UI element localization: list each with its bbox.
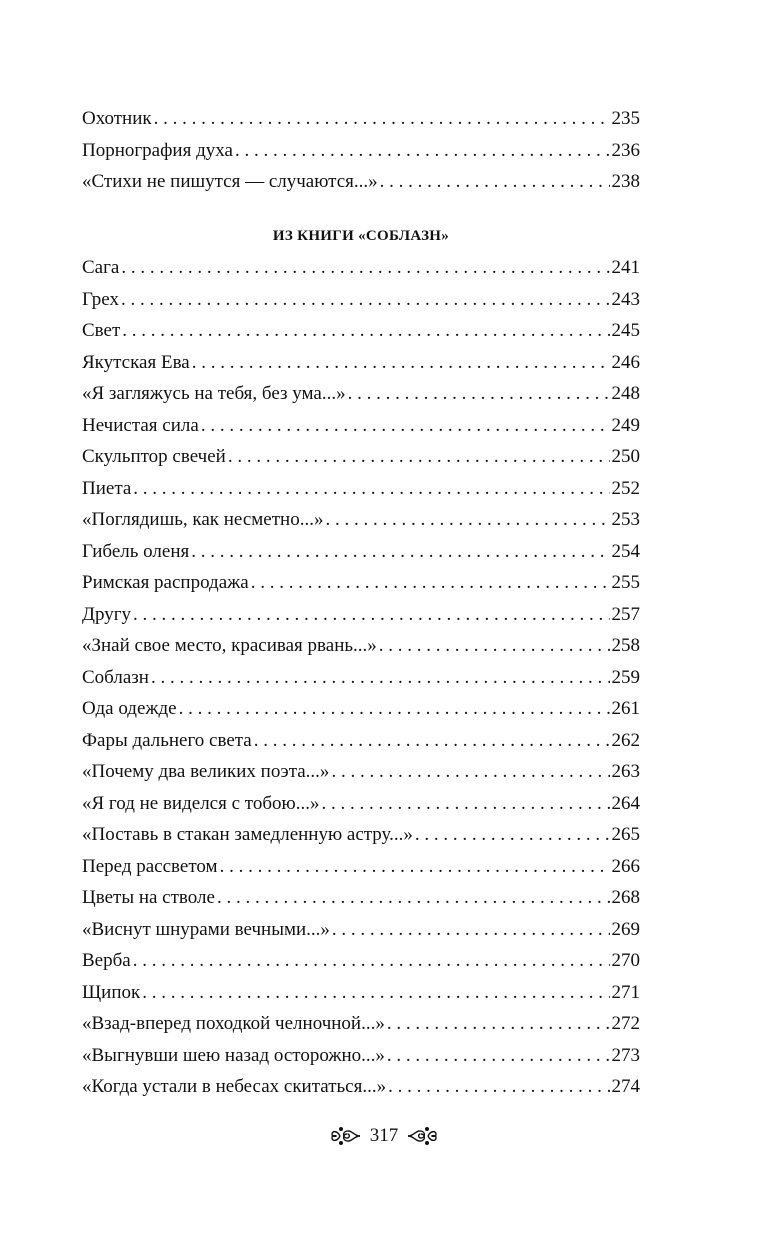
toc-entry-page: 274	[611, 1076, 640, 1097]
dot-leader	[122, 315, 609, 347]
toc-entry-page: 253	[611, 509, 640, 530]
toc-entry	[82, 410, 640, 442]
dot-leader	[235, 135, 610, 167]
toc-entry-title: Гибель оленя	[82, 540, 190, 562]
toc-entry	[82, 567, 640, 599]
toc-entry	[82, 914, 640, 946]
toc-entry-page: 236	[611, 139, 640, 161]
toc-entry-page: 255	[611, 572, 640, 593]
toc-entry	[82, 630, 640, 662]
toc-entry-page: 269	[611, 918, 640, 940]
toc-entry-title: Верба	[82, 950, 131, 971]
toc-entry	[82, 103, 640, 135]
toc-entry-title: Фары дальнего света	[82, 729, 252, 751]
toc-entry	[82, 536, 640, 568]
toc-entry-title: Пиета	[82, 477, 132, 499]
toc-entry-page: 254	[611, 540, 640, 562]
dot-leader	[217, 882, 610, 914]
toc-entry-page: 241	[611, 257, 640, 278]
toc-entry	[82, 315, 640, 347]
dot-leader	[133, 945, 610, 977]
toc-entry-page: 261	[611, 698, 640, 719]
toc-entry-title: «Поглядишь, как несметно...»	[82, 509, 324, 530]
toc-entry	[82, 441, 640, 473]
toc-entry	[82, 977, 640, 1009]
toc-entry	[82, 756, 640, 788]
toc-entry-title: «Взад-вперед походкой челночной...»	[82, 1013, 385, 1034]
toc-entry-title: «Виснут шнурами вечными...»	[82, 918, 330, 940]
toc-section-block	[82, 252, 640, 1103]
dot-leader	[379, 630, 610, 662]
toc-entry	[82, 284, 640, 316]
dot-leader	[192, 347, 610, 379]
toc-entry-page: 262	[611, 729, 640, 751]
dot-leader	[154, 103, 610, 135]
toc-entry-page: 265	[611, 824, 640, 845]
toc-entry	[82, 347, 640, 379]
toc-entry	[82, 693, 640, 725]
toc-entry-title: Сага	[82, 257, 120, 278]
toc-entry-page: 246	[611, 351, 640, 373]
toc-entry-title: «Почему два великих поэта...»	[82, 761, 330, 782]
toc-entry-title: Ода одежде	[82, 698, 177, 719]
dot-leader	[325, 504, 609, 536]
toc-entry-title: «Я загляжусь на тебя, без ума...»	[82, 383, 346, 404]
toc-entry	[82, 882, 640, 914]
toc-entry-title: Перед рассветом	[82, 855, 218, 877]
dot-leader	[220, 851, 610, 883]
toc-entry-page: 258	[611, 635, 640, 656]
dot-leader	[142, 977, 609, 1009]
dot-leader	[179, 693, 610, 725]
toc-entry	[82, 473, 640, 505]
toc-entry-title: Соблазн	[82, 666, 149, 688]
toc-entry	[82, 662, 640, 694]
left-scroll-ornament-icon	[328, 1125, 362, 1147]
dot-leader	[191, 536, 609, 568]
toc-entry	[82, 945, 640, 977]
toc-entry	[82, 851, 640, 883]
dot-leader	[133, 599, 609, 631]
toc-top-block	[82, 103, 640, 198]
page-footer	[0, 1124, 768, 1148]
toc-entry	[82, 725, 640, 757]
dot-leader	[380, 166, 610, 198]
toc-entry-title: Скульптор свечей	[82, 446, 226, 467]
dot-leader	[331, 756, 609, 788]
toc-entry-page: 259	[611, 666, 640, 688]
toc-entry	[82, 788, 640, 820]
toc-entry-title: Нечистая сила	[82, 414, 199, 436]
toc-entry-page: 270	[611, 950, 640, 971]
toc-entry	[82, 166, 640, 198]
toc-entry-page: 264	[611, 792, 640, 814]
toc-entry-page: 266	[611, 855, 640, 877]
section-heading: ИЗ КНИГИ «СОБЛАЗН»	[272, 228, 450, 244]
dot-leader	[387, 1008, 610, 1040]
toc-entry-page: 273	[611, 1044, 640, 1066]
dot-leader	[133, 473, 609, 505]
dot-leader	[201, 410, 610, 442]
toc-entry-title: Охотник	[82, 108, 152, 129]
toc-entry-title: Цветы на стволе	[82, 887, 215, 908]
toc-entry-page: 245	[611, 320, 640, 341]
toc-entry	[82, 135, 640, 167]
dot-leader	[121, 284, 610, 316]
dot-leader	[228, 441, 610, 473]
dot-leader	[254, 725, 610, 757]
dot-leader	[151, 662, 610, 694]
toc-entry-title: Грех	[82, 288, 119, 310]
dot-leader	[121, 252, 609, 284]
toc-entry-title: «Когда устали в небесах скитаться...»	[82, 1076, 387, 1097]
toc-entry-page: 249	[611, 414, 640, 436]
toc-entry-page: 257	[611, 603, 640, 625]
right-scroll-ornament-icon	[406, 1125, 440, 1147]
dot-leader	[348, 378, 610, 410]
toc-entry-title: «Знай свое место, красивая рвань...»	[82, 635, 377, 656]
toc-entry-page: 271	[611, 981, 640, 1003]
toc-entry	[82, 1040, 640, 1072]
toc-entry-page: 235	[611, 108, 640, 129]
toc-entry-title: Римская распродажа	[82, 572, 249, 593]
toc-entry-page: 248	[611, 383, 640, 404]
toc-entry	[82, 1008, 640, 1040]
toc-entry	[82, 504, 640, 536]
dot-leader	[332, 914, 610, 946]
toc-entry-page: 243	[611, 288, 640, 310]
toc-entry-page: 272	[611, 1013, 640, 1034]
toc-entry	[82, 599, 640, 631]
toc-entry	[82, 378, 640, 410]
dot-leader	[388, 1071, 609, 1103]
page-number: 317	[369, 1125, 399, 1146]
dot-leader	[415, 819, 610, 851]
dot-leader	[321, 788, 609, 820]
toc-entry-page: 252	[611, 477, 640, 499]
toc-entry-title: Свет	[82, 320, 121, 341]
toc-entry-title: «Поставь в стакан замедленную астру...»	[82, 824, 413, 845]
toc-entry	[82, 252, 640, 284]
toc-entry-page: 263	[611, 761, 640, 782]
toc-entry-page: 238	[611, 171, 640, 192]
toc-entry-title: Щипок	[82, 981, 141, 1003]
toc-entry	[82, 1071, 640, 1103]
toc-entry-page: 250	[611, 446, 640, 467]
dot-leader	[251, 567, 610, 599]
toc-entry-title: Порнография духа	[82, 139, 233, 161]
toc-entry-title: Другу	[82, 603, 132, 625]
toc-entry-title: «Стихи не пишутся — случаются...»	[82, 171, 378, 192]
toc-entry-page: 268	[611, 887, 640, 908]
dot-leader	[387, 1040, 610, 1072]
toc-entry-title: «Выгнувши шею назад осторожно...»	[82, 1044, 385, 1066]
toc-entry-title: Якутская Ева	[82, 351, 190, 373]
toc-entry	[82, 819, 640, 851]
toc-entry-title: «Я год не виделся с тобою...»	[82, 792, 320, 814]
